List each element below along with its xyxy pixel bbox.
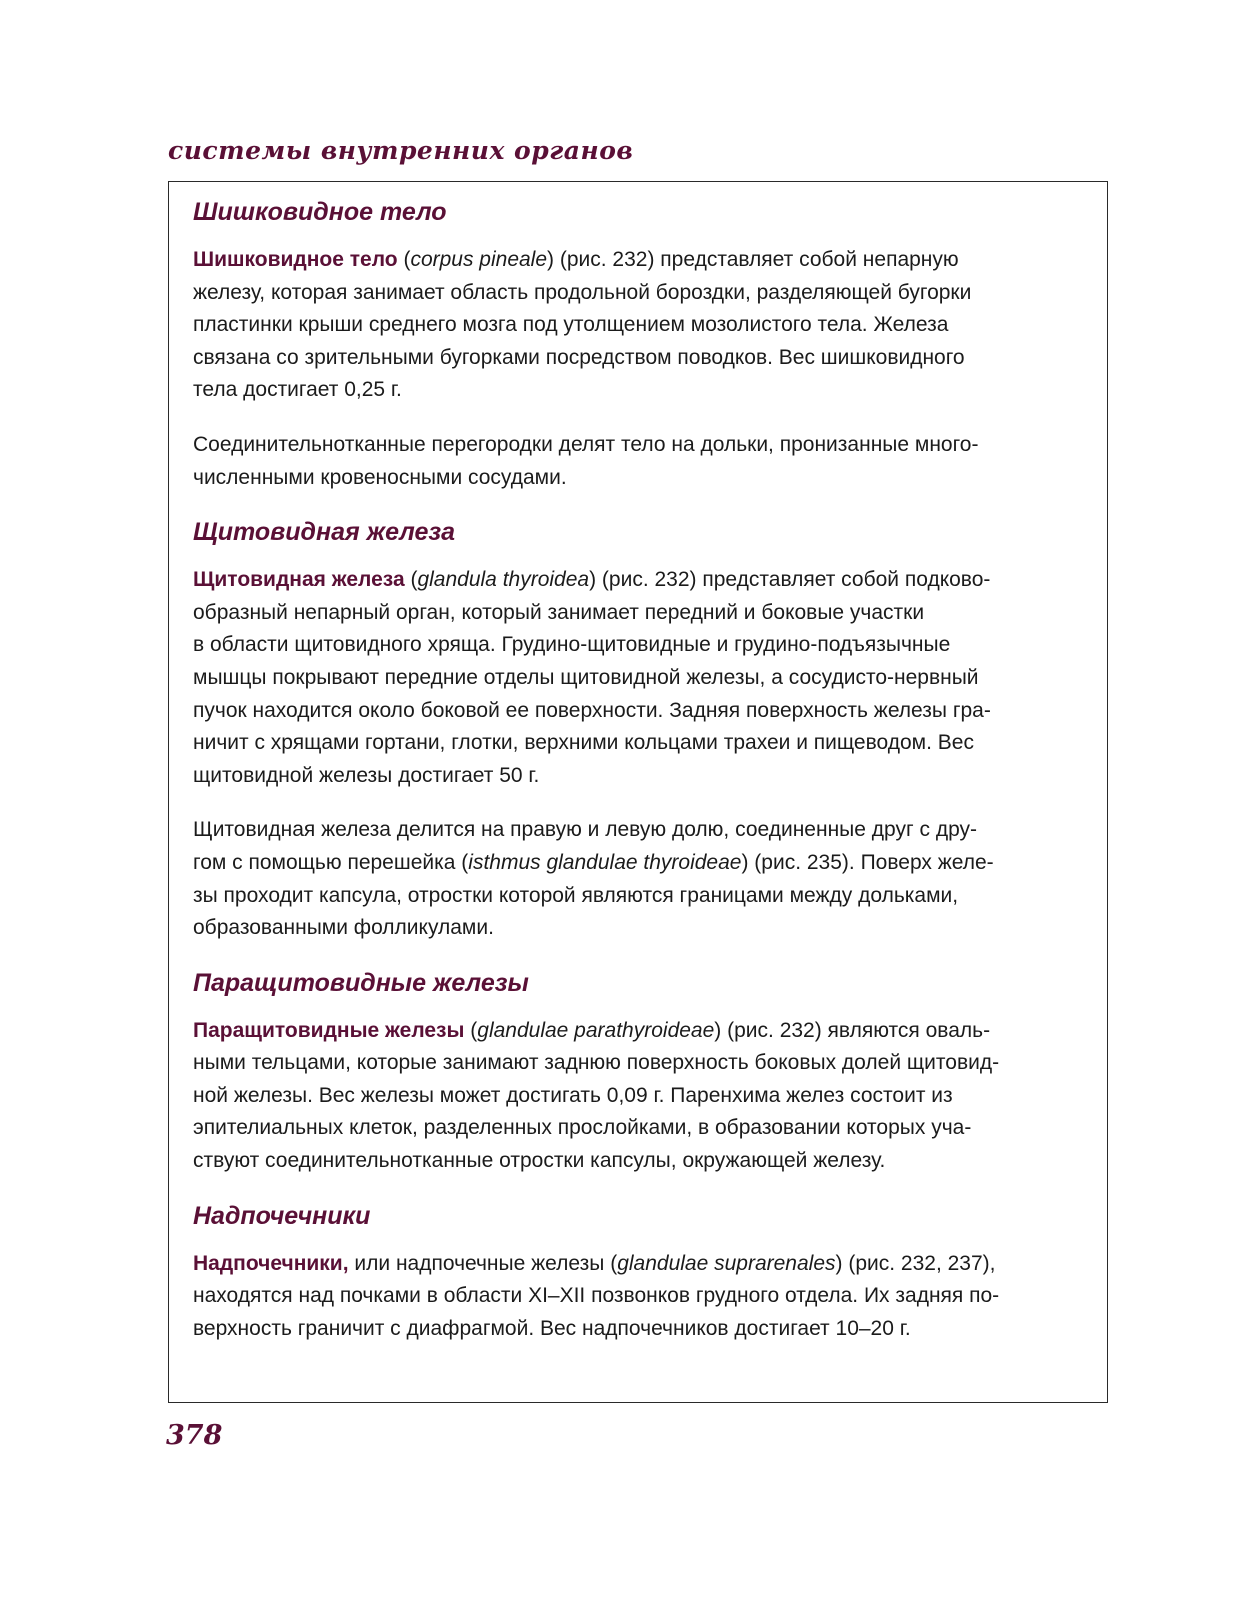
parathyroid-paragraph-1: [193, 1015, 1078, 1178]
text-run: ) (рис. 235). Поверх желе-: [741, 850, 994, 874]
text-line: ной железы. Вес железы может достигать 0,09 г. Паренхима желез состоит из: [193, 1083, 953, 1107]
term-parathyroid: Паращитовидные железы: [193, 1018, 465, 1042]
text-run: (: [404, 568, 418, 592]
text-run: ) (рис. 232) представляет собой подково-: [589, 568, 991, 592]
section-title-parathyroid: Паращитовидные железы: [193, 968, 529, 997]
latin-term: glandulae parathyroideae: [477, 1018, 715, 1042]
section-title-adrenal: Надпочечники: [193, 1201, 371, 1230]
text-line: связана со зрительными бугорками посредством поводков. Вес шишковидного: [193, 345, 965, 369]
text-line: ствуют соединительнотканные отростки капсулы, окружающей железу.: [193, 1149, 886, 1173]
text-line: мышцы покрывают передние отделы щитовидной железы, а сосудисто-нервный: [193, 665, 979, 689]
running-header: системы внутренних органов: [168, 136, 634, 165]
text-run: ) (рис. 232, 237),: [835, 1251, 996, 1275]
text-line: тела достигает 0,25 г.: [193, 378, 402, 402]
text-line: верхность граничит с диафрагмой. Вес надпочечников достигает 10–20 г.: [193, 1316, 911, 1340]
pineal-paragraph-1: [193, 244, 1078, 407]
thyroid-paragraph-2: [193, 814, 1078, 944]
text-line: зы проходит капсула, отростки которой являются границами между дольками,: [193, 883, 959, 907]
text-line: ничит с хрящами гортани, глотки, верхними кольцами трахеи и пищеводом. Вес: [193, 731, 974, 755]
section-title-pineal: Шишковидное тело: [193, 198, 447, 226]
latin-term: isthmus glandulae thyroideae: [468, 850, 742, 874]
latin-term: glandulae suprarenales: [617, 1251, 836, 1275]
text-line: Щитовидная железа делится на правую и левую долю, соединенные друг с дру-: [193, 818, 978, 842]
thyroid-paragraph-1: [193, 564, 1078, 792]
text-line: образный непарный орган, который занимает передний и боковые участки: [193, 600, 925, 624]
adrenal-paragraph-1: [193, 1248, 1078, 1346]
text-line: пучок находится около боковой ее поверхности. Задняя поверхность железы гра-: [193, 698, 991, 722]
text-line: пластинки крыши среднего мозга под утолщением мозолистого тела. Железа: [193, 313, 949, 337]
text-line: в области щитовидного хряща. Грудино-щитовидные и грудино-подъязычные: [193, 633, 951, 657]
text-run: гом с помощью перешейка (: [193, 850, 469, 874]
text-line: находятся над почками в области XI–XII позвонков грудного отдела. Их задняя по-: [193, 1284, 1000, 1308]
page-content: [193, 196, 1078, 1345]
text-run: ) (рис. 232) являются оваль-: [714, 1018, 991, 1042]
text-run: или надпочечные железы (: [348, 1251, 618, 1275]
text-line: Соединительнотканные перегородки делят тело на дольки, пронизанные много-: [193, 432, 979, 456]
latin-term: corpus pineale: [410, 248, 548, 271]
text-line: железу, которая занимает область продольной бороздки, разделяющей бугорки: [193, 280, 972, 304]
text-line: образованными фолликулами.: [193, 916, 494, 940]
text-line: ными тельцами, которые занимают заднюю поверхность боковых долей щитовид-: [193, 1051, 1000, 1075]
text-line: эпителиальных клеток, разделенных прослойками, в образовании которых уча-: [193, 1116, 972, 1140]
latin-term: glandula thyroidea: [417, 568, 590, 592]
term-thyroid: Щитовидная железа: [193, 568, 405, 592]
text-run: (: [397, 248, 411, 271]
term-adrenal: Надпочечники,: [193, 1251, 349, 1275]
text-run: (: [464, 1018, 478, 1042]
page-number: 378: [166, 1420, 223, 1451]
text-line: щитовидной железы достигает 50 г.: [193, 763, 540, 787]
text-run: ) (рис. 232) представляет собой непарную: [547, 248, 959, 271]
term-pineal: Шишковидное тело: [193, 248, 398, 271]
text-line: численными кровеносными сосудами.: [193, 465, 567, 489]
section-title-thyroid: Щитовидная железа: [193, 518, 456, 547]
pineal-paragraph-2: [193, 429, 1078, 494]
